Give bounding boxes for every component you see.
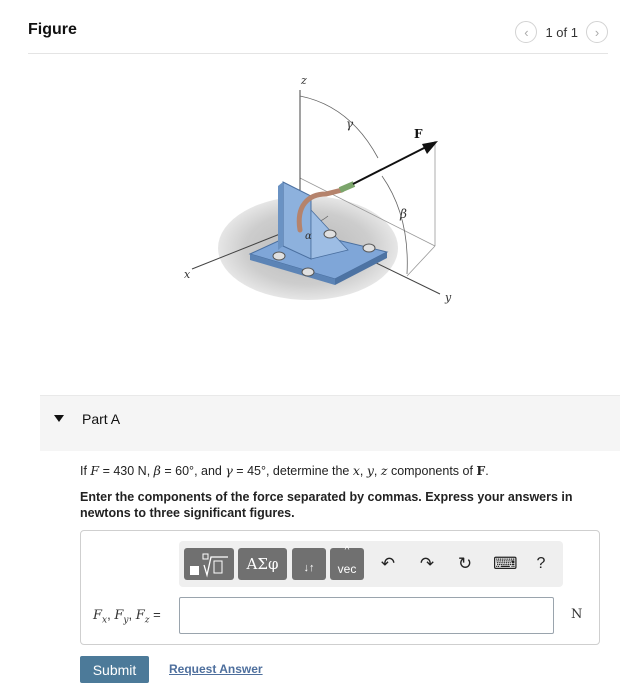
gamma-label: γ — [346, 117, 354, 131]
request-answer-link[interactable]: Request Answer — [169, 662, 263, 676]
part-a-label: Part A — [82, 411, 121, 427]
templates-button[interactable] — [184, 548, 234, 580]
redo-icon[interactable]: ↷ — [419, 554, 435, 573]
force-vector-line — [353, 146, 428, 184]
vec-button[interactable] — [330, 545, 364, 580]
fl-c2: , — [128, 607, 136, 622]
x-axis-label: x — [184, 268, 191, 281]
arrows-button[interactable] — [292, 548, 326, 580]
arrows-label: ↓↑ — [303, 562, 315, 574]
figure-pager — [515, 21, 608, 43]
reset-icon[interactable]: ↻ — [457, 554, 473, 573]
fl-s2: y — [123, 615, 129, 626]
answer-box — [80, 530, 600, 645]
beta-label: β — [400, 207, 407, 221]
help-icon[interactable]: ? — [536, 555, 546, 572]
alpha-label: α — [305, 231, 312, 242]
q-comma2: , — [373, 464, 381, 478]
vertical-plate-side — [278, 182, 283, 250]
answer-field-label — [93, 607, 161, 626]
q-f-var: F — [90, 463, 100, 478]
undo-icon[interactable]: ↶ — [380, 554, 396, 573]
q-force: F — [476, 463, 486, 478]
equation-toolbar — [179, 541, 563, 587]
vec-label: vec — [337, 562, 357, 576]
pager-text: 1 of 1 — [545, 24, 578, 40]
q-y: y — [366, 463, 374, 478]
figure-divider — [28, 53, 608, 54]
question-text — [80, 463, 489, 478]
force-label: F — [414, 127, 423, 141]
z-axis-label: z — [301, 74, 307, 87]
keyboard-icon[interactable]: ⌨ — [493, 554, 518, 573]
q-gamma-var: γ — [225, 463, 233, 478]
q-prefix: If — [80, 464, 91, 478]
chevron-left-icon[interactable]: ‹ — [515, 21, 537, 43]
fl-c1: , — [107, 607, 115, 622]
gamma-arc — [300, 96, 378, 158]
q-beta-value: = 60° — [160, 464, 195, 478]
q-z: z — [380, 463, 388, 478]
q-suffix: components of — [387, 464, 477, 478]
q-comma1: , — [359, 464, 367, 478]
symbols-button[interactable] — [238, 548, 287, 580]
unit-label: N — [571, 607, 583, 622]
q-x: x — [352, 463, 360, 478]
fl-f1: F — [93, 608, 103, 623]
templates-icon — [184, 548, 234, 580]
symbols-label: ΑΣφ — [246, 555, 279, 573]
fl-eq: = — [149, 607, 161, 622]
force-arrowhead — [422, 141, 438, 154]
q-sep2: , and — [194, 464, 226, 478]
q-beta-var: β — [153, 463, 161, 478]
submit-button[interactable]: Submit — [80, 656, 149, 683]
q-gamma-value: = 45° — [232, 464, 266, 478]
q-sep1: , — [146, 464, 154, 478]
caret-down-icon[interactable] — [54, 415, 64, 422]
part-a-header[interactable] — [40, 395, 620, 451]
y-axis-label: y — [445, 291, 452, 304]
fl-f3: F — [135, 608, 145, 623]
fl-f2: F — [114, 608, 124, 623]
q-f-value: = 430 N — [99, 464, 147, 478]
fl-s3: z — [144, 615, 150, 626]
instruction-text: Enter the components of the force separated by commas. Express your answers in newtons to three significant figures. — [80, 490, 573, 520]
chevron-up-icon: ^ — [344, 545, 350, 556]
figure-title: Figure — [28, 21, 77, 38]
q-middle: , determine the — [265, 464, 353, 478]
turnbuckle — [340, 184, 354, 190]
fl-s1: x — [102, 615, 108, 626]
answer-input[interactable] — [179, 597, 554, 634]
force-diagram — [160, 66, 480, 326]
q-period: . — [485, 464, 489, 478]
chevron-right-icon[interactable]: › — [586, 21, 608, 43]
